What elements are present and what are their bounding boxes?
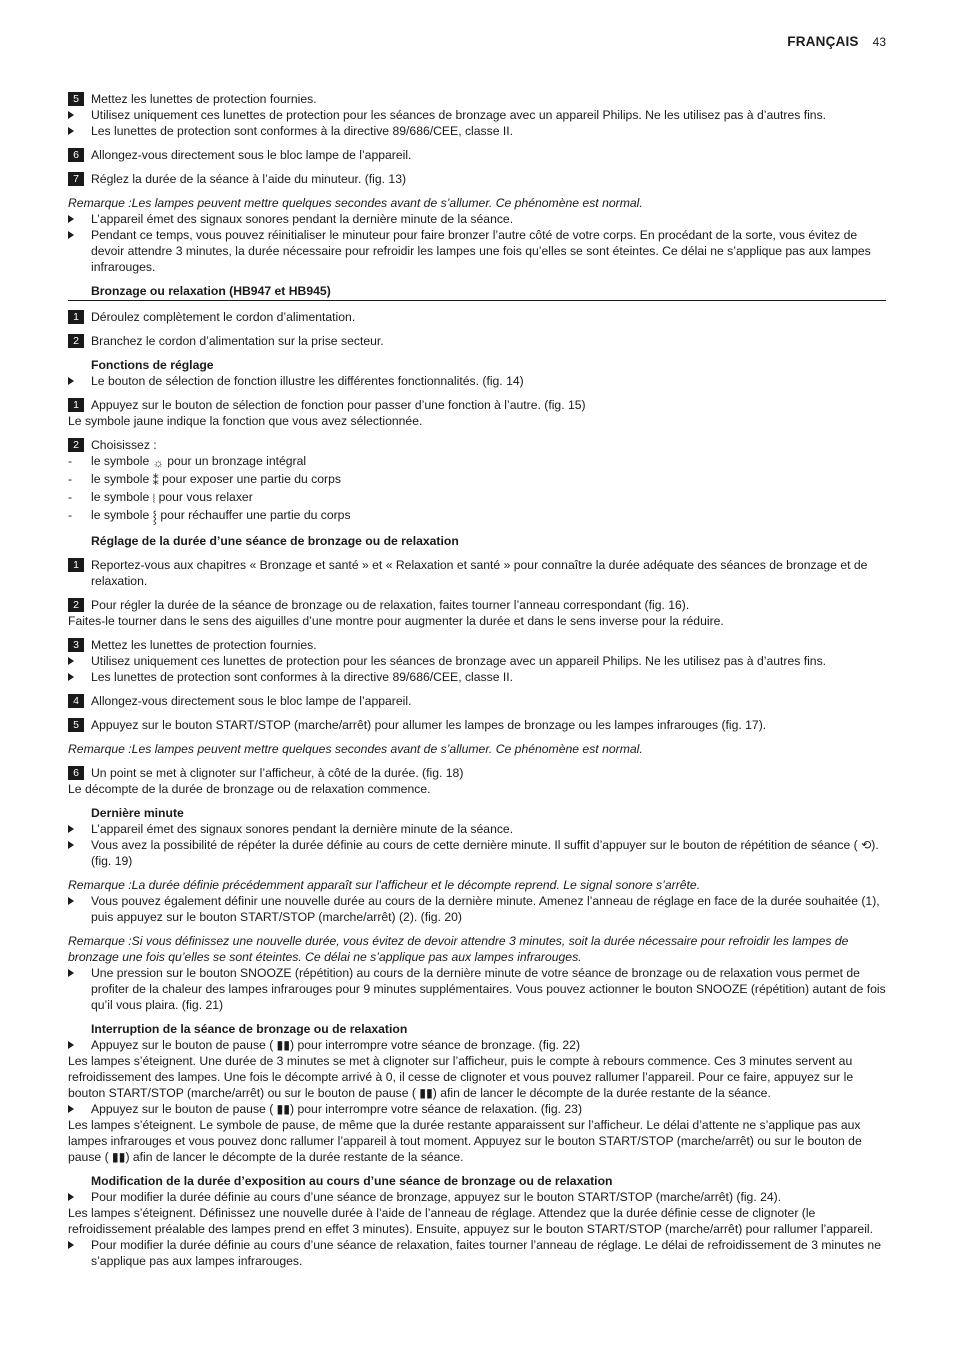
bullet-marker-icon xyxy=(68,841,74,849)
step-item xyxy=(68,765,886,781)
bullet-marker-icon xyxy=(68,1041,74,1049)
bullet-text: Vous pouvez également définir une nouvelle durée au cours de la dernière minute. Amenez l’anneau de réglage en face de la durée souhaitée (1), puis appuyez sur le bouton START/STOP (marche/arrêt) (2). (fig. 20) xyxy=(91,894,880,924)
step-number: 1 xyxy=(68,398,84,412)
step-text: Allongez-vous directement sous le bloc lampe de l’appareil. xyxy=(91,148,412,162)
step-text: Déroulez complètement le cordon d’alimentation. xyxy=(91,310,356,324)
step-text: Mettez les lunettes de protection fournies. xyxy=(91,92,317,106)
page-header xyxy=(787,34,886,50)
page-number: 43 xyxy=(872,35,886,49)
dash-text: pour vous relaxer xyxy=(155,490,253,504)
subsection-heading: Réglage de la durée d’une séance de bronzage ou de relaxation xyxy=(91,534,459,548)
bullet-marker-icon xyxy=(68,1241,74,1249)
step-text: Allongez-vous directement sous le bloc lampe de l’appareil. xyxy=(91,694,412,708)
step-text: Un point se met à clignoter sur l’afficheur, à côté de la durée. (fig. 18) xyxy=(91,766,464,780)
step-text: Branchez le cordon d’alimentation sur la prise secteur. xyxy=(91,334,384,348)
language-label: FRANÇAIS xyxy=(787,34,859,49)
bullet-item xyxy=(68,1101,886,1117)
bullet-text: Pendant ce temps, vous pouvez réinitialiser le minuteur pour faire bronzer l’autre côté de votre corps. En procédant de la sorte, vous évitez de devoir attendre 3 minutes, la durée nécessaire pour refroidir les lampes une fois qu’elles se sont éteintes. Ce délai ne s’applique pas aux lampes infrarouges. xyxy=(91,228,871,274)
step-text: Reportez-vous aux chapitres « Bronzage et santé » et « Relaxation et santé » pour connaître la durée adéquate des séances de bronzage et de relaxation. xyxy=(91,558,868,588)
step-item xyxy=(68,397,886,413)
subsection-heading: Modification de la durée d’exposition au cours d’une séance de bronzage ou de relaxation xyxy=(91,1174,613,1188)
remark-note: Remarque :Les lampes peuvent mettre quelques secondes avant de s’allumer. Ce phénomène est normal. xyxy=(68,196,643,210)
step-item xyxy=(68,717,886,733)
step-item xyxy=(68,693,886,709)
subsection-heading: Interruption de la séance de bronzage ou de relaxation xyxy=(91,1022,408,1036)
step-number: 1 xyxy=(68,558,84,572)
bullet-text: Le bouton de sélection de fonction illustre les différentes fonctionnalités. (fig. 14) xyxy=(91,374,524,388)
step-text: Pour régler la durée de la séance de bronzage ou de relaxation, faites tourner l’anneau correspondant (fig. 16). xyxy=(91,598,690,612)
document-body xyxy=(68,91,886,1269)
step-number: 7 xyxy=(68,172,84,186)
step-text: Appuyez sur le bouton START/STOP (marche/arrêt) pour allumer les lampes de bronzage ou les lampes infrarouges (fig. 17). xyxy=(91,718,767,732)
bullet-marker-icon xyxy=(68,377,74,385)
step-item xyxy=(68,147,886,163)
remark-note: Remarque :Si vous définissez une nouvelle durée, vous évitez de devoir attendre 3 minutes, soit la durée nécessaire pour refroidir les lampes de bronzage une fois qu’elles se sont éteintes. Ce délai ne s’applique pas aux lampes infrarouges. xyxy=(68,934,849,964)
step-number: 5 xyxy=(68,718,84,732)
step-item xyxy=(68,91,886,107)
paragraph-text: Les lampes s’éteignent. Le symbole de pause, de même que la durée restante apparaissent sur l’afficheur. Le délai d’attente ne s’applique pas aux lampes infrarouges et vous pouvez donc rallumer l’appareil à tout moment. Appuyez sur le bouton START/STOP (marche/arrêt) ou sur le bouton de pause ( ▮▮) afin de lancer le décompte de la durée restante de la séance. xyxy=(68,1118,862,1164)
bullet-item xyxy=(68,1189,886,1205)
bullet-item xyxy=(68,373,886,389)
dash-marker: - xyxy=(68,454,73,468)
bullet-text: Appuyez sur le bouton de pause ( ▮▮) pour interrompre votre séance de relaxation. (fig. 23) xyxy=(91,1102,583,1116)
step-item xyxy=(68,309,886,325)
heat-waves-icon: ⦚ xyxy=(152,492,156,506)
step-item xyxy=(68,557,886,589)
bullet-text: Utilisez uniquement ces lunettes de protection pour les séances de bronzage avec un appareil Philips. Ne les utilisez pas à d’autres fins. xyxy=(91,108,827,122)
bullet-marker-icon xyxy=(68,111,74,119)
bullet-item xyxy=(68,669,886,685)
bullet-marker-icon xyxy=(68,897,74,905)
bullet-marker-icon xyxy=(68,215,74,223)
dash-marker: - xyxy=(68,472,73,486)
dash-item xyxy=(68,489,886,507)
dash-text: pour exposer une partie du corps xyxy=(158,472,341,486)
bullet-item xyxy=(68,123,886,139)
bullet-marker-icon xyxy=(68,1193,74,1201)
bullet-text: Vous avez la possibilité de répéter la durée définie au cours de cette dernière minute. Il suffit d’appuyer sur le bouton de répétition de séance ( ⟲). (fig. 19) xyxy=(91,838,879,868)
dash-text: pour un bronzage intégral xyxy=(163,454,307,468)
bullet-item xyxy=(68,1037,886,1053)
step-number: 1 xyxy=(68,310,84,324)
step-item xyxy=(68,597,886,613)
step-text: Appuyez sur le bouton de sélection de fonction pour passer d’une fonction à l’autre. (fig. 15) xyxy=(91,398,586,412)
step-number: 6 xyxy=(68,148,84,162)
partial-sun-icon: ⁑ xyxy=(152,474,159,488)
dash-item xyxy=(68,453,886,471)
bullet-text: Utilisez uniquement ces lunettes de protection pour les séances de bronzage avec un appareil Philips. Ne les utilisez pas à d’autres fins. xyxy=(91,654,827,668)
step-number: 6 xyxy=(68,766,84,780)
paragraph-text: Les lampes s’éteignent. Définissez une nouvelle durée à l’aide de l’anneau de réglage. Attendez que la durée définie cesse de clignoter (le refroidissement préalable des lampes prend en effet 3 minutes). Ensuite, appuyez sur le bouton START/STOP (marche/arrêt) pour rallumer l’appareil. xyxy=(68,1206,873,1236)
dash-prefix: le symbole xyxy=(91,454,153,468)
step-item xyxy=(68,333,886,349)
dash-marker: - xyxy=(68,490,73,504)
bullet-item xyxy=(68,107,886,123)
subsection-heading: Fonctions de réglage xyxy=(91,358,214,372)
step-text: Mettez les lunettes de protection fournies. xyxy=(91,638,317,652)
bullet-text: Les lunettes de protection sont conformes à la directive 89/686/CEE, classe II. xyxy=(91,124,514,138)
dash-item xyxy=(68,471,886,489)
dash-item xyxy=(68,507,886,525)
step-item xyxy=(68,637,886,653)
paragraph-text: Faites-le tourner dans le sens des aiguilles d’une montre pour augmenter la durée et dans le sens inverse pour la réduire. xyxy=(68,614,724,628)
step-item xyxy=(68,171,886,187)
dash-marker: - xyxy=(68,508,73,522)
bullet-marker-icon xyxy=(68,673,74,681)
bullet-item xyxy=(68,1237,886,1269)
step-number: 3 xyxy=(68,638,84,652)
step-number: 2 xyxy=(68,438,84,452)
dash-prefix: le symbole xyxy=(91,490,153,504)
bullet-item xyxy=(68,837,886,869)
dash-text: pour réchauffer une partie du corps xyxy=(157,508,351,522)
step-number: 4 xyxy=(68,694,84,708)
paragraph-text: Le symbole jaune indique la fonction que vous avez sélectionnée. xyxy=(68,414,423,428)
bullet-text: Pour modifier la durée définie au cours d’une séance de relaxation, faites tourner l’anneau de réglage. Le délai de refroidissement de 3 minutes ne s’applique pas aux lampes infrarouges. xyxy=(91,1238,881,1268)
dash-prefix: le symbole xyxy=(91,472,153,486)
bullet-item xyxy=(68,211,886,227)
single-wave-icon: ⸾ xyxy=(152,510,158,524)
sun-icon: ☼ xyxy=(152,456,164,470)
bullet-marker-icon xyxy=(68,1105,74,1113)
bullet-marker-icon xyxy=(68,657,74,665)
bullet-item xyxy=(68,653,886,669)
dash-prefix: le symbole xyxy=(91,508,153,522)
bullet-marker-icon xyxy=(68,231,74,239)
remark-note: Remarque :Les lampes peuvent mettre quelques secondes avant de s’allumer. Ce phénomène est normal. xyxy=(68,742,643,756)
bullet-text: L’appareil émet des signaux sonores pendant la dernière minute de la séance. xyxy=(91,822,514,836)
step-number: 2 xyxy=(68,598,84,612)
bullet-text: Les lunettes de protection sont conformes à la directive 89/686/CEE, classe II. xyxy=(91,670,514,684)
bullet-item xyxy=(68,821,886,837)
section-heading: Bronzage ou relaxation (HB947 et HB945) xyxy=(68,283,886,301)
step-number: 2 xyxy=(68,334,84,348)
step-text: Choisissez : xyxy=(91,438,157,452)
remark-note: Remarque :La durée définie précédemment apparaît sur l’afficheur et le décompte reprend. Le signal sonore s’arrête. xyxy=(68,878,701,892)
bullet-item xyxy=(68,965,886,1013)
bullet-item xyxy=(68,893,886,925)
paragraph-text: Le décompte de la durée de bronzage ou de relaxation commence. xyxy=(68,782,431,796)
bullet-text: Une pression sur le bouton SNOOZE (répétition) au cours de la dernière minute de votre séance de bronzage ou de relaxation vous permet de profiter de la chaleur des lampes infrarouges pour 9 minutes supplémentaires. Vous pouvez actionner le bouton SNOOZE (répétition) autant de fois qu’il vous plaira. (fig. 21) xyxy=(91,966,886,1012)
bullet-text: L’appareil émet des signaux sonores pendant la dernière minute de la séance. xyxy=(91,212,514,226)
step-number: 5 xyxy=(68,92,84,106)
bullet-text: Appuyez sur le bouton de pause ( ▮▮) pour interrompre votre séance de bronzage. (fig. 22) xyxy=(91,1038,580,1052)
subsection-heading: Dernière minute xyxy=(91,806,184,820)
bullet-marker-icon xyxy=(68,127,74,135)
paragraph-text: Les lampes s’éteignent. Une durée de 3 minutes se met à clignoter sur l’afficheur, puis le compte à rebours commence. Ces 3 minutes servent au refroidissement des lampes. Une fois le décompte arrivé à 0, il cesse de clignoter et vous pouvez rallumer l’appareil. Pour ce faire, appuyez sur le bouton START/STOP (marche/arrêt) ou sur le bouton de pause ( ▮▮) afin de lancer le décompte de la durée restante de la séance. xyxy=(68,1054,854,1100)
step-item xyxy=(68,437,886,453)
bullet-marker-icon xyxy=(68,825,74,833)
step-text: Réglez la durée de la séance à l’aide du minuteur. (fig. 13) xyxy=(91,172,407,186)
bullet-marker-icon xyxy=(68,969,74,977)
bullet-text: Pour modifier la durée définie au cours d’une séance de bronzage, appuyez sur le bouton START/STOP (marche/arrêt) (fig. 24). xyxy=(91,1190,782,1204)
bullet-item xyxy=(68,227,886,275)
